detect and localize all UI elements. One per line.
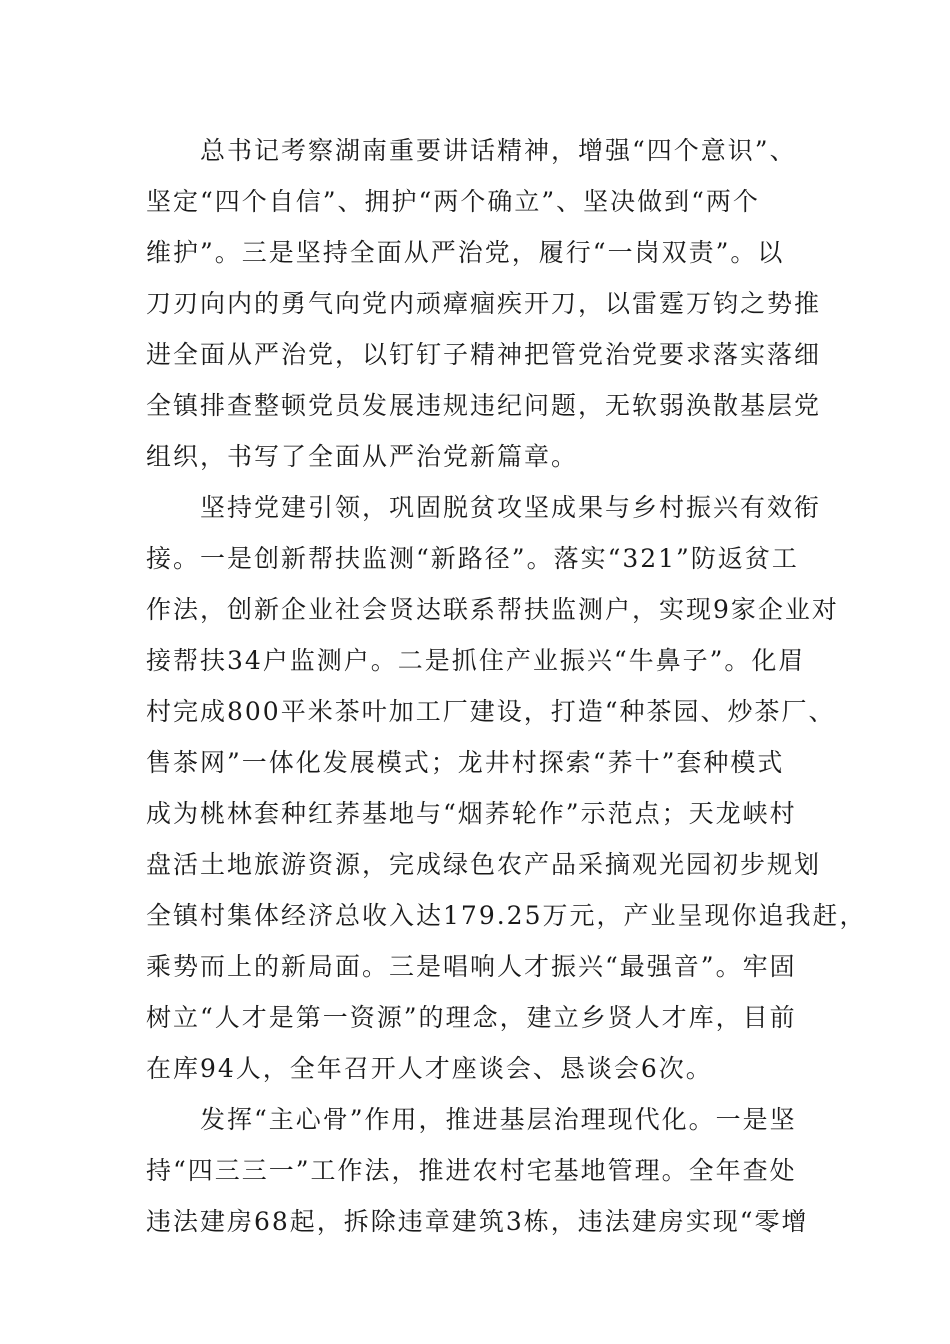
text-line: 盘活土地旅游资源，完成绿色农产品采摘观光园初步规划 (146, 850, 822, 879)
text-line: 在库94人，全年召开人才座谈会、恳谈会6次。 (146, 1054, 713, 1083)
text-line: 乘势而上的新局面。三是唱响人才振兴“最强音”。牢固 (146, 952, 797, 981)
text-line: 组织，书写了全面从严治党新篇章。 (146, 442, 579, 471)
text-line: 售茶网”一体化发展模式；龙井村探索“荞十”套种模式 (146, 748, 785, 777)
text-line: 接。一是创新帮扶监测“新路径”。落实“321”防返贫工 (146, 544, 799, 573)
text-line: 接帮扶34户监测户。二是抓住产业振兴“牛鼻子”。化眉 (146, 646, 806, 675)
text-line: 全镇排查整顿党员发展违规违纪问题，无软弱涣散基层党 (146, 391, 822, 420)
text-line: 维护”。三是坚持全面从严治党，履行“一岗双责”。以 (146, 238, 785, 267)
text-line: 坚定“四个自信”、拥护“两个确立”、坚决做到“两个 (146, 187, 760, 216)
text-line: 持“四三三一”工作法，推进农村宅基地管理。全年查处 (146, 1156, 797, 1185)
text-line: 村完成800平米茶叶加工厂建设，打造“种茶园、炒茶厂、 (146, 697, 836, 726)
text-line: 坚持党建引领，巩固脱贫攻坚成果与乡村振兴有效衔 (146, 493, 822, 522)
text-line: 作法，创新企业社会贤达联系帮扶监测户，实现9家企业对 (146, 595, 839, 624)
text-line: 发挥“主心骨”作用，推进基层治理现代化。一是坚 (146, 1105, 797, 1134)
text-line: 刀刃向内的勇气向党内顽瘴痼疾开刀，以雷霆万钧之势推 (146, 289, 822, 318)
text-line: 全镇村集体经济总收入达179.25万元，产业呈现你追我赶， (146, 901, 867, 930)
text-line: 成为桃林套种红荞基地与“烟荞轮作”示范点；天龙峡村 (146, 799, 797, 828)
text-line: 违法建房68起，拆除违章建筑3栋，违法建房实现“零增 (146, 1207, 809, 1236)
text-line: 树立“人才是第一资源”的理念，建立乡贤人才库，目前 (146, 1003, 797, 1032)
text-line: 进全面从严治党，以钉钉子精神把管党治党要求落实落细 (146, 340, 822, 369)
text-line: 总书记考察湖南重要讲话精神，增强“四个意识”、 (146, 136, 797, 165)
